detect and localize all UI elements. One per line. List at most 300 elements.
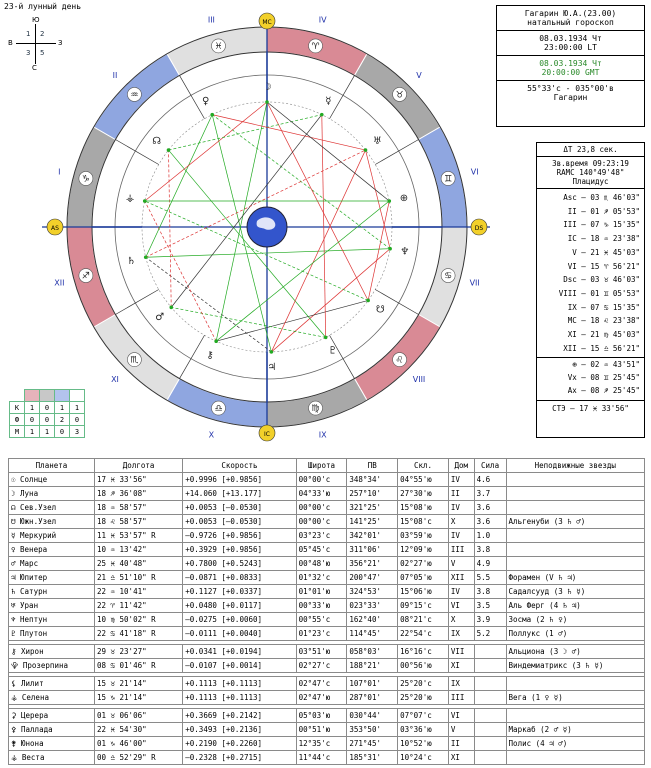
table-cell bbox=[506, 487, 644, 501]
table-cell: 08°21'с bbox=[398, 613, 449, 627]
planet-glyph: ♃ bbox=[267, 361, 277, 373]
table-cell: II bbox=[448, 737, 474, 751]
table-cell: 00°00'с bbox=[296, 515, 347, 529]
natal-chart-wheel bbox=[40, 10, 490, 450]
as-label: AS bbox=[51, 225, 59, 232]
table-cell: 00°00'с bbox=[296, 473, 347, 487]
table-row[interactable] bbox=[9, 487, 645, 501]
table-cell: 10 ♍ 50'02" R bbox=[94, 613, 182, 627]
cusp-5: VI – 15 ♈ 56'21" bbox=[567, 261, 640, 271]
table-cell: ☿ Меркурий bbox=[9, 529, 95, 543]
table-cell: 271°45' bbox=[347, 737, 398, 751]
table-cell: 21 ♎ 51'10" R bbox=[94, 571, 182, 585]
planet-glyph: ♆ bbox=[400, 246, 410, 258]
col-header-4[interactable]: ПВ bbox=[347, 459, 398, 473]
aspect-point bbox=[270, 350, 274, 354]
aspect-point bbox=[320, 113, 324, 117]
table-cell: 10 ♒ 13'42" bbox=[94, 543, 182, 557]
table-cell: 16°16'с bbox=[398, 645, 449, 659]
table-cell: 00°55'с bbox=[296, 613, 347, 627]
planet-glyph: ♇ bbox=[328, 345, 338, 357]
aspect-point bbox=[364, 148, 368, 152]
sign-glyph: ♑ bbox=[81, 174, 90, 185]
aspect-point bbox=[143, 199, 147, 203]
table-cell: ⚶ Веста bbox=[9, 751, 95, 765]
table-cell: +14.060 [+13.177] bbox=[183, 487, 296, 501]
planet-glyph: ♅ bbox=[372, 135, 382, 147]
table-cell: 25°20'с bbox=[398, 677, 449, 691]
house-number: X bbox=[208, 430, 215, 440]
cusp-4: V – 21 ♓ 45'03" bbox=[572, 247, 640, 257]
sign-glyph: ♓ bbox=[214, 41, 223, 52]
cusp-8: IX – 07 ♋ 15'35" bbox=[567, 302, 640, 312]
table-cell: Зосма (2 ♄ ♀) bbox=[506, 613, 644, 627]
planet-glyph: ♄ bbox=[126, 255, 136, 267]
table-cell: 00°51'ю bbox=[296, 723, 347, 737]
table-cell: Форамен (V ♄ ♃) bbox=[506, 571, 644, 585]
table-cell: II bbox=[448, 487, 474, 501]
table-cell: 321°25' bbox=[347, 501, 398, 515]
table-cell: 10°24'с bbox=[398, 751, 449, 765]
house-number: VIII bbox=[412, 375, 426, 385]
table-cell: 05°03'ю bbox=[296, 709, 347, 723]
date-lt: 08.03.1934 Чт bbox=[539, 34, 602, 43]
sidereal-time: Зв.время 09:23:19 bbox=[552, 159, 629, 168]
table-cell: –0.0275 [+0.0060] bbox=[183, 613, 296, 627]
table-cell: Альциона (3 ☽ ♂) bbox=[506, 645, 644, 659]
table-cell: 29 ♉ 23'27" bbox=[94, 645, 182, 659]
col-header-8[interactable]: Неподвижные звезды bbox=[506, 459, 644, 473]
sign-glyph: ♐ bbox=[81, 271, 90, 282]
table-cell: 348°34' bbox=[347, 473, 398, 487]
sign-glyph: ♍ bbox=[311, 404, 320, 415]
table-cell: 09°15'с bbox=[398, 599, 449, 613]
sign-glyph: ♈ bbox=[311, 41, 320, 52]
table-cell: IX bbox=[448, 677, 474, 691]
table-cell bbox=[474, 677, 506, 691]
planet-glyph: ⚷ bbox=[206, 349, 214, 361]
table-cell: 3.9 bbox=[474, 613, 506, 627]
table-cell: 02°27'с bbox=[296, 659, 347, 673]
table-cell: –0.0111 [+0.0040] bbox=[183, 627, 296, 641]
house-number: IV bbox=[318, 15, 327, 25]
table-cell bbox=[506, 557, 644, 571]
table-cell bbox=[506, 751, 644, 765]
table-cell: 3.5 bbox=[474, 599, 506, 613]
table-cell: Маркаб (2 ♂ ☿) bbox=[506, 723, 644, 737]
table-cell: 15°08'с bbox=[398, 515, 449, 529]
date-gmt: 08.03.1934 Чт bbox=[539, 59, 602, 68]
table-cell: 00°56'ю bbox=[398, 659, 449, 673]
ste: СТЭ – 17 ♓ 33'56" bbox=[552, 404, 629, 414]
table-cell: IV bbox=[448, 501, 474, 515]
table-cell bbox=[506, 473, 644, 487]
table-cell: 01°23'с bbox=[296, 627, 347, 641]
element-row-k: К 1 0 1 1 bbox=[10, 402, 85, 414]
table-cell: 311°06' bbox=[347, 543, 398, 557]
place: Гагарин bbox=[553, 93, 588, 102]
cusp-2: III – 07 ♑ 15'35" bbox=[563, 220, 640, 230]
table-cell: 162°40' bbox=[347, 613, 398, 627]
table-cell: 03°51'ю bbox=[296, 645, 347, 659]
table-cell: 342°01' bbox=[347, 529, 398, 543]
table-cell: Садалсууд (3 ♄ ☿) bbox=[506, 585, 644, 599]
ic-label: IC bbox=[264, 431, 270, 438]
lunar-day: 23-й лунный день bbox=[4, 2, 82, 11]
table-cell: ⚴ Паллада bbox=[9, 723, 95, 737]
table-cell: +0.7800 [+0.5243] bbox=[183, 557, 296, 571]
table-cell bbox=[506, 501, 644, 515]
table-row[interactable] bbox=[9, 473, 645, 487]
table-cell: +0.3493 [+0.2136] bbox=[183, 723, 296, 737]
table-cell: ⯓ Прозерпина bbox=[9, 659, 95, 673]
planet-glyph: ⊕ bbox=[399, 192, 409, 204]
table-cell: 22 ♋ 41'18" R bbox=[94, 627, 182, 641]
table-cell: 257°10' bbox=[347, 487, 398, 501]
table-cell bbox=[474, 751, 506, 765]
table-cell: IV bbox=[448, 529, 474, 543]
planet-glyph: ⚶ bbox=[125, 192, 135, 204]
table-cell: 188°21' bbox=[347, 659, 398, 673]
table-cell: ⚶ Селена bbox=[9, 691, 95, 705]
table-cell: 22 ♒ 10'41" bbox=[94, 585, 182, 599]
planet-glyph: ☽ bbox=[262, 82, 272, 93]
planet-glyph: ☊ bbox=[152, 135, 162, 147]
planet-glyph: ♂ bbox=[155, 311, 165, 323]
vertex: Vx – 08 ♊ 25'45" bbox=[567, 373, 640, 383]
table-cell: 22 ♓ 54'30" bbox=[94, 723, 182, 737]
cusp-list bbox=[537, 189, 644, 355]
table-cell: 17 ♓ 33'56" bbox=[94, 473, 182, 487]
table-cell: 00°33'ю bbox=[296, 599, 347, 613]
table-cell bbox=[474, 691, 506, 705]
table-cell: 27°30'ю bbox=[398, 487, 449, 501]
table-cell: 00°00'с bbox=[296, 501, 347, 515]
table-cell: III bbox=[448, 543, 474, 557]
compass: Ю С В З 1 2 3 5 bbox=[8, 16, 63, 72]
table-cell: XII bbox=[448, 571, 474, 585]
table-row[interactable] bbox=[9, 571, 645, 585]
coordinates: 55°33'с - 035°00'в bbox=[527, 84, 614, 93]
table-cell: Аль Ферг (4 ♄ ♃) bbox=[506, 599, 644, 613]
table-cell: 04°33'ю bbox=[296, 487, 347, 501]
table-cell: XI bbox=[448, 659, 474, 673]
table-cell: 185°31' bbox=[347, 751, 398, 765]
table-row[interactable] bbox=[9, 751, 645, 765]
cusp-1: II – 01 ♐ 05'53" bbox=[567, 206, 640, 216]
chart-type: натальный гороскоп bbox=[527, 18, 614, 27]
ds-label: DS bbox=[474, 225, 484, 232]
table-cell bbox=[474, 645, 506, 659]
house-number: III bbox=[207, 15, 215, 25]
house-number: VII bbox=[469, 278, 480, 288]
table-cell: XI bbox=[448, 751, 474, 765]
col-header-1[interactable]: Долгота bbox=[94, 459, 182, 473]
cusp-6: Dsc – 03 ♉ 46'03" bbox=[563, 275, 640, 285]
planet-table bbox=[8, 458, 645, 765]
table-cell: 00 ♎ 52'29" R bbox=[94, 751, 182, 765]
table-cell: ⚸ Лилит bbox=[9, 677, 95, 691]
table-cell: +0.1113 [+0.1113] bbox=[183, 677, 296, 691]
sign-glyph: ♎ bbox=[214, 404, 223, 415]
table-cell: 15°06'ю bbox=[398, 585, 449, 599]
table-row[interactable] bbox=[9, 723, 645, 737]
sign-glyph: ♒ bbox=[130, 90, 139, 101]
table-cell: 02°47'ю bbox=[296, 691, 347, 705]
table-cell: IV bbox=[448, 473, 474, 487]
house-number: VI bbox=[470, 167, 479, 177]
house-number: II bbox=[112, 70, 118, 80]
table-cell: 18 ♐ 36'08" bbox=[94, 487, 182, 501]
aspect-point bbox=[324, 336, 328, 340]
table-cell: 023°33' bbox=[347, 599, 398, 613]
cusp-9: MC – 18 ♌ 23'38" bbox=[567, 316, 640, 326]
table-cell: –0.0871 [+0.0833] bbox=[183, 571, 296, 585]
house-number: XII bbox=[54, 278, 65, 288]
table-cell: Полис (4 ♃ ♂) bbox=[506, 737, 644, 751]
table-cell: 18 ♒ 58'57" bbox=[94, 501, 182, 515]
planet-glyph: ☋ bbox=[375, 304, 385, 316]
cusp-10: XI – 21 ♍ 45'03" bbox=[567, 330, 640, 340]
table-cell bbox=[474, 709, 506, 723]
planet-glyph: ♀ bbox=[201, 96, 210, 108]
table-cell: VI bbox=[448, 709, 474, 723]
table-cell: +0.2190 [+0.2260] bbox=[183, 737, 296, 751]
table-cell: 07°05'ю bbox=[398, 571, 449, 585]
table-cell: 15 ♑ 21'14" bbox=[94, 691, 182, 705]
table-cell: III bbox=[448, 691, 474, 705]
table-cell: ⚷ Хирон bbox=[9, 645, 95, 659]
table-row[interactable] bbox=[9, 627, 645, 641]
time-lt: 23:00:00 LT bbox=[544, 43, 597, 52]
table-row[interactable] bbox=[9, 501, 645, 515]
aspect-point bbox=[214, 339, 218, 343]
house-number: I bbox=[58, 167, 61, 177]
table-cell: ♃ Юпитер bbox=[9, 571, 95, 585]
table-cell: 00°48'ю bbox=[296, 557, 347, 571]
table-cell: 058°03' bbox=[347, 645, 398, 659]
element-row-f: Ф 0 0 2 0 bbox=[10, 414, 85, 426]
table-cell: 3.8 bbox=[474, 543, 506, 557]
table-cell: 12°35'с bbox=[296, 737, 347, 751]
table-cell: 25°20'ю bbox=[398, 691, 449, 705]
table-cell: +0.1127 [+0.0337] bbox=[183, 585, 296, 599]
aspect-point bbox=[265, 100, 269, 104]
table-row[interactable] bbox=[9, 709, 645, 723]
sign-glyph: ♉ bbox=[395, 90, 404, 101]
table-cell: 200°47' bbox=[347, 571, 398, 585]
table-cell: +0.1113 [+0.1113] bbox=[183, 691, 296, 705]
table-cell bbox=[506, 543, 644, 557]
antivertex: Ax – 08 ♐ 25'45" bbox=[567, 386, 640, 396]
table-row[interactable] bbox=[9, 691, 645, 705]
table-cell: +0.0480 [+0.0117] bbox=[183, 599, 296, 613]
table-cell: 01 ♉ 06'06" bbox=[94, 709, 182, 723]
table-cell: 11°44'с bbox=[296, 751, 347, 765]
table-cell bbox=[474, 737, 506, 751]
table-row[interactable] bbox=[9, 543, 645, 557]
table-cell: ☊ Сев.Узел bbox=[9, 501, 95, 515]
house-number: IX bbox=[318, 430, 327, 440]
mc-label: MC bbox=[262, 19, 272, 26]
cusp-7: VIII – 01 ♊ 05'53" bbox=[558, 288, 640, 298]
table-cell: ⚳ Церера bbox=[9, 709, 95, 723]
aspect-point bbox=[388, 247, 392, 251]
table-cell: ♀ Венера bbox=[9, 543, 95, 557]
table-cell: ⚵ Юнона bbox=[9, 737, 95, 751]
delta-t: ΔT 23,8 сек. bbox=[563, 145, 618, 154]
table-cell: ♅ Уран bbox=[9, 599, 95, 613]
table-cell: 114°45' bbox=[347, 627, 398, 641]
table-cell: ☽ Луна bbox=[9, 487, 95, 501]
col-header-6[interactable]: Дом bbox=[448, 459, 474, 473]
table-cell: –0.2328 [+0.2715] bbox=[183, 751, 296, 765]
table-cell: 3.8 bbox=[474, 585, 506, 599]
table-cell: 4.6 bbox=[474, 473, 506, 487]
table-cell: VI bbox=[448, 599, 474, 613]
table-cell: 15°08'ю bbox=[398, 501, 449, 515]
table-cell: V bbox=[448, 723, 474, 737]
table-cell: IV bbox=[448, 585, 474, 599]
table-cell: 01°01'ю bbox=[296, 585, 347, 599]
table-row[interactable] bbox=[9, 677, 645, 691]
element-table bbox=[9, 389, 85, 438]
aspect-point bbox=[167, 148, 171, 152]
table-cell: 141°25' bbox=[347, 515, 398, 529]
table-cell: Виндемиатрикс (3 ♄ ☿) bbox=[506, 659, 644, 673]
house-system: Плацидус bbox=[572, 177, 609, 186]
table-cell: 22°54'с bbox=[398, 627, 449, 641]
aspect-point bbox=[387, 199, 391, 203]
time-gmt: 20:00:00 GMT bbox=[541, 68, 600, 77]
table-cell: +0.0341 [+0.0194] bbox=[183, 645, 296, 659]
col-header-3[interactable]: Широта bbox=[296, 459, 347, 473]
table-row[interactable] bbox=[9, 613, 645, 627]
table-row[interactable] bbox=[9, 645, 645, 659]
sign-glyph: ♊ bbox=[444, 174, 453, 185]
table-cell: 324°53' bbox=[347, 585, 398, 599]
table-row[interactable] bbox=[9, 599, 645, 613]
table-cell: –0.9726 [+0.9856] bbox=[183, 529, 296, 543]
table-cell bbox=[506, 677, 644, 691]
table-cell bbox=[506, 529, 644, 543]
aspect-point bbox=[210, 113, 214, 117]
table-cell: X bbox=[448, 613, 474, 627]
table-cell: 18 ♌ 58'57" bbox=[94, 515, 182, 529]
table-cell: +0.3929 [+0.9856] bbox=[183, 543, 296, 557]
table-cell: 353°50' bbox=[347, 723, 398, 737]
table-cell: 287°01' bbox=[347, 691, 398, 705]
table-cell: 03°36'ю bbox=[398, 723, 449, 737]
table-cell: –0.0107 [+0.0014] bbox=[183, 659, 296, 673]
table-cell: 07°07'с bbox=[398, 709, 449, 723]
element-row-m: М 1 1 0 3 bbox=[10, 426, 85, 438]
table-cell: 25 ♓ 40'48" bbox=[94, 557, 182, 571]
table-cell: 02°47'с bbox=[296, 677, 347, 691]
table-cell: +0.0053 [–0.0530] bbox=[183, 501, 296, 515]
table-cell: 3.7 bbox=[474, 487, 506, 501]
table-cell: 22 ♈ 11'42" bbox=[94, 599, 182, 613]
table-row[interactable] bbox=[9, 585, 645, 599]
table-cell: 01°32'с bbox=[296, 571, 347, 585]
sign-glyph: ♌ bbox=[395, 355, 404, 366]
table-cell: Альгенуби (3 ♄ ♂) bbox=[506, 515, 644, 529]
person-name: Гагарин Ю.А.(23.00) bbox=[524, 9, 617, 18]
table-cell: 5.5 bbox=[474, 571, 506, 585]
house-number: XI bbox=[111, 375, 119, 385]
aspect-point bbox=[144, 255, 148, 259]
sign-glyph: ♋ bbox=[444, 271, 453, 282]
chart-header-box bbox=[496, 5, 645, 127]
house-number: V bbox=[416, 70, 422, 80]
cusp-11: XII – 15 ♎ 56'21" bbox=[563, 343, 640, 353]
table-row[interactable] bbox=[9, 557, 645, 571]
cusp-3: IC – 18 ♒ 23'38" bbox=[567, 234, 640, 244]
table-cell: IX bbox=[448, 627, 474, 641]
table-cell: V bbox=[448, 557, 474, 571]
table-cell: 356°21' bbox=[347, 557, 398, 571]
table-cell: 08 ♋ 01'46" R bbox=[94, 659, 182, 673]
cusps-box bbox=[536, 142, 645, 438]
cusp-0: Asc – 03 ♏ 46'03" bbox=[563, 193, 640, 202]
table-row[interactable] bbox=[9, 659, 645, 673]
table-cell: ☉ Солнце bbox=[9, 473, 95, 487]
table-cell: 107°01' bbox=[347, 677, 398, 691]
planet-glyph: ☿ bbox=[325, 96, 332, 108]
table-cell: 12°09'ю bbox=[398, 543, 449, 557]
table-cell: +0.3669 [+0.2142] bbox=[183, 709, 296, 723]
col-header-2[interactable]: Скорость bbox=[183, 459, 296, 473]
table-row[interactable] bbox=[9, 515, 645, 529]
table-cell: 1.0 bbox=[474, 529, 506, 543]
aspect-point bbox=[169, 306, 173, 310]
table-cell: ♆ Нептун bbox=[9, 613, 95, 627]
ramc: RAMC 140°49'48" bbox=[556, 168, 625, 177]
pars-fortuna: ⊕ – 02 ♒ 43'51" bbox=[572, 360, 640, 370]
table-cell: 10°52'ю bbox=[398, 737, 449, 751]
table-cell bbox=[474, 723, 506, 737]
table-cell: VII bbox=[448, 645, 474, 659]
table-cell bbox=[474, 659, 506, 673]
table-cell bbox=[506, 709, 644, 723]
planet-table-header bbox=[9, 459, 645, 473]
table-cell: ☋ Южн.Узел bbox=[9, 515, 95, 529]
table-cell: 04°55'ю bbox=[398, 473, 449, 487]
col-header-0[interactable]: Планета bbox=[9, 459, 95, 473]
aspect-point bbox=[366, 299, 370, 303]
table-cell: ♄ Сатурн bbox=[9, 585, 95, 599]
table-cell: 3.6 bbox=[474, 515, 506, 529]
table-cell: 02°27'ю bbox=[398, 557, 449, 571]
table-cell: 01 ♑ 46'00" bbox=[94, 737, 182, 751]
sign-glyph: ♏ bbox=[130, 355, 139, 366]
table-row[interactable] bbox=[9, 737, 645, 751]
table-cell: 03°23'с bbox=[296, 529, 347, 543]
table-cell: +0.9996 [+0.9856] bbox=[183, 473, 296, 487]
table-cell: 3.6 bbox=[474, 501, 506, 515]
table-cell: +0.0053 [–0.0530] bbox=[183, 515, 296, 529]
table-cell: X bbox=[448, 515, 474, 529]
table-cell: Вега (1 ♀ ☿) bbox=[506, 691, 644, 705]
table-cell: 4.9 bbox=[474, 557, 506, 571]
col-header-7[interactable]: Сила bbox=[474, 459, 506, 473]
col-header-5[interactable]: Скл. bbox=[398, 459, 449, 473]
table-row[interactable] bbox=[9, 529, 645, 543]
table-cell: 15 ♉ 21'14" bbox=[94, 677, 182, 691]
table-cell: 5.2 bbox=[474, 627, 506, 641]
table-cell: ♇ Плутон bbox=[9, 627, 95, 641]
table-cell: ♂ Марс bbox=[9, 557, 95, 571]
